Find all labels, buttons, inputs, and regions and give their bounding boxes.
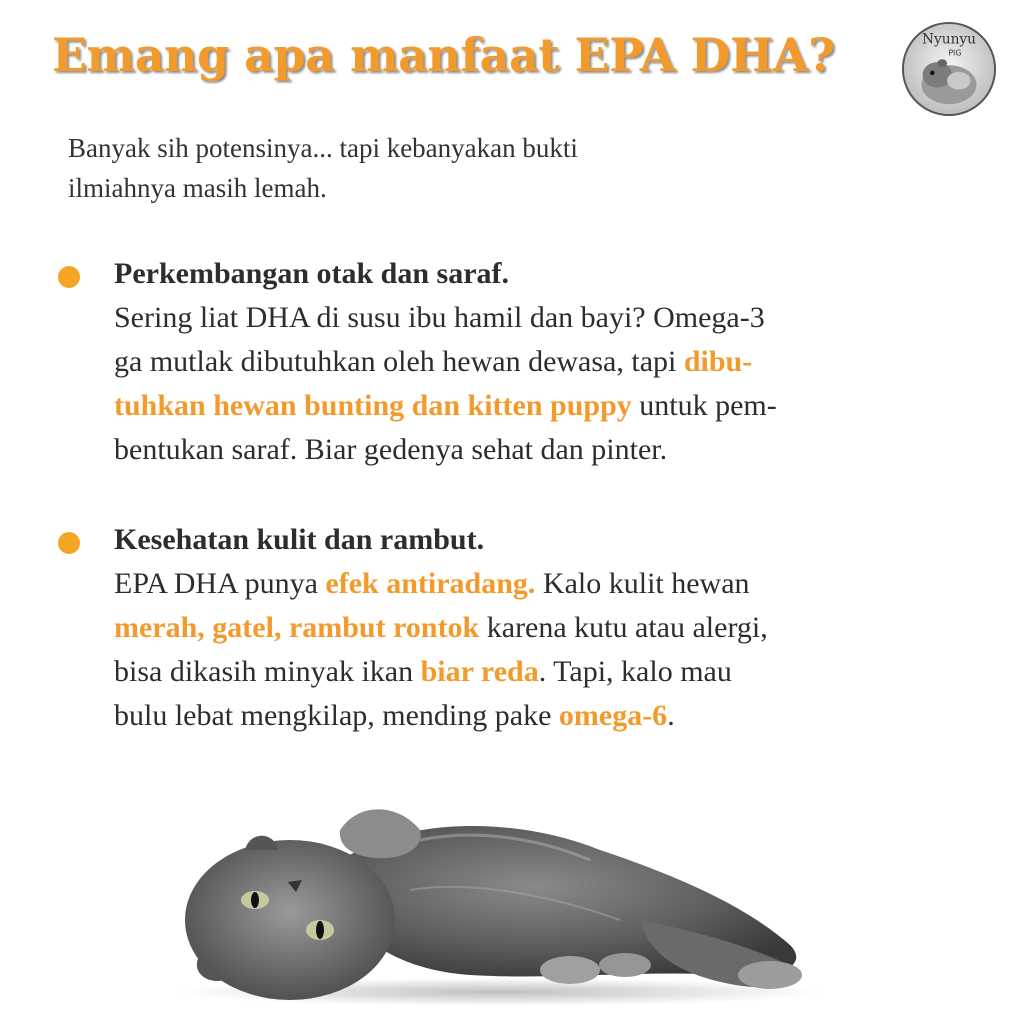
section-2-line-3	[114, 650, 944, 694]
intro-line-1: Banyak sih potensinya... tapi kebanyakan bukti	[68, 133, 578, 163]
text-fragment: EPA DHA punya	[114, 567, 326, 600]
section-1-text	[114, 252, 944, 472]
highlight-text: efek antiradang.	[325, 567, 536, 600]
highlight-text: biar reda	[420, 655, 539, 688]
bullet-icon	[58, 266, 80, 288]
text-fragment: bulu lebat mengkilap, mending pake	[114, 699, 559, 732]
section-2-text	[114, 518, 944, 738]
text-fragment: Kalo kulit hewan	[535, 567, 750, 600]
section-1-line-4: bentukan saraf. Biar gedenya sehat dan pinter.	[114, 433, 668, 466]
text-fragment: . Tapi, kalo mau	[538, 655, 732, 688]
intro-text	[68, 128, 828, 208]
text-fragment: ga mutlak dibutuhkan oleh hewan dewasa, tapi	[114, 345, 684, 378]
logo-text-nyunyu: Nyunyu	[921, 31, 977, 48]
section-2-heading: Kesehatan kulit dan rambut.	[114, 523, 485, 556]
section-1-heading: Perkembangan otak dan saraf.	[114, 257, 510, 290]
section-2-line-4	[114, 694, 944, 738]
highlight-text: dibu-	[683, 345, 753, 378]
nyunyu-pig-logo	[900, 20, 998, 118]
logo-text-pig: PIG	[948, 48, 962, 58]
highlight-text: tuhkan hewan bunting dan kitten puppy	[114, 389, 632, 422]
lying-cat-photo	[170, 770, 850, 1010]
bullet-icon	[58, 532, 80, 554]
section-1-line-1: Sering liat DHA di susu ibu hamil dan bayi? Omega-3	[114, 301, 765, 334]
section-2-line-2	[114, 606, 944, 650]
section-1-line-3	[114, 384, 944, 428]
section-1-line-2	[114, 340, 944, 384]
text-fragment: bisa dikasih minyak ikan	[114, 655, 421, 688]
highlight-text: merah, gatel, rambut rontok	[114, 611, 480, 644]
page-title: Emang apa manfaat EPA DHA?	[52, 28, 835, 82]
highlight-text: omega-6	[558, 699, 668, 732]
text-fragment: untuk pem-	[631, 389, 777, 422]
text-fragment: karena kutu atau alergi,	[479, 611, 768, 644]
intro-line-2: ilmiahnya masih lemah.	[68, 173, 327, 203]
text-fragment: .	[667, 699, 675, 732]
section-2-line-1	[114, 562, 944, 606]
